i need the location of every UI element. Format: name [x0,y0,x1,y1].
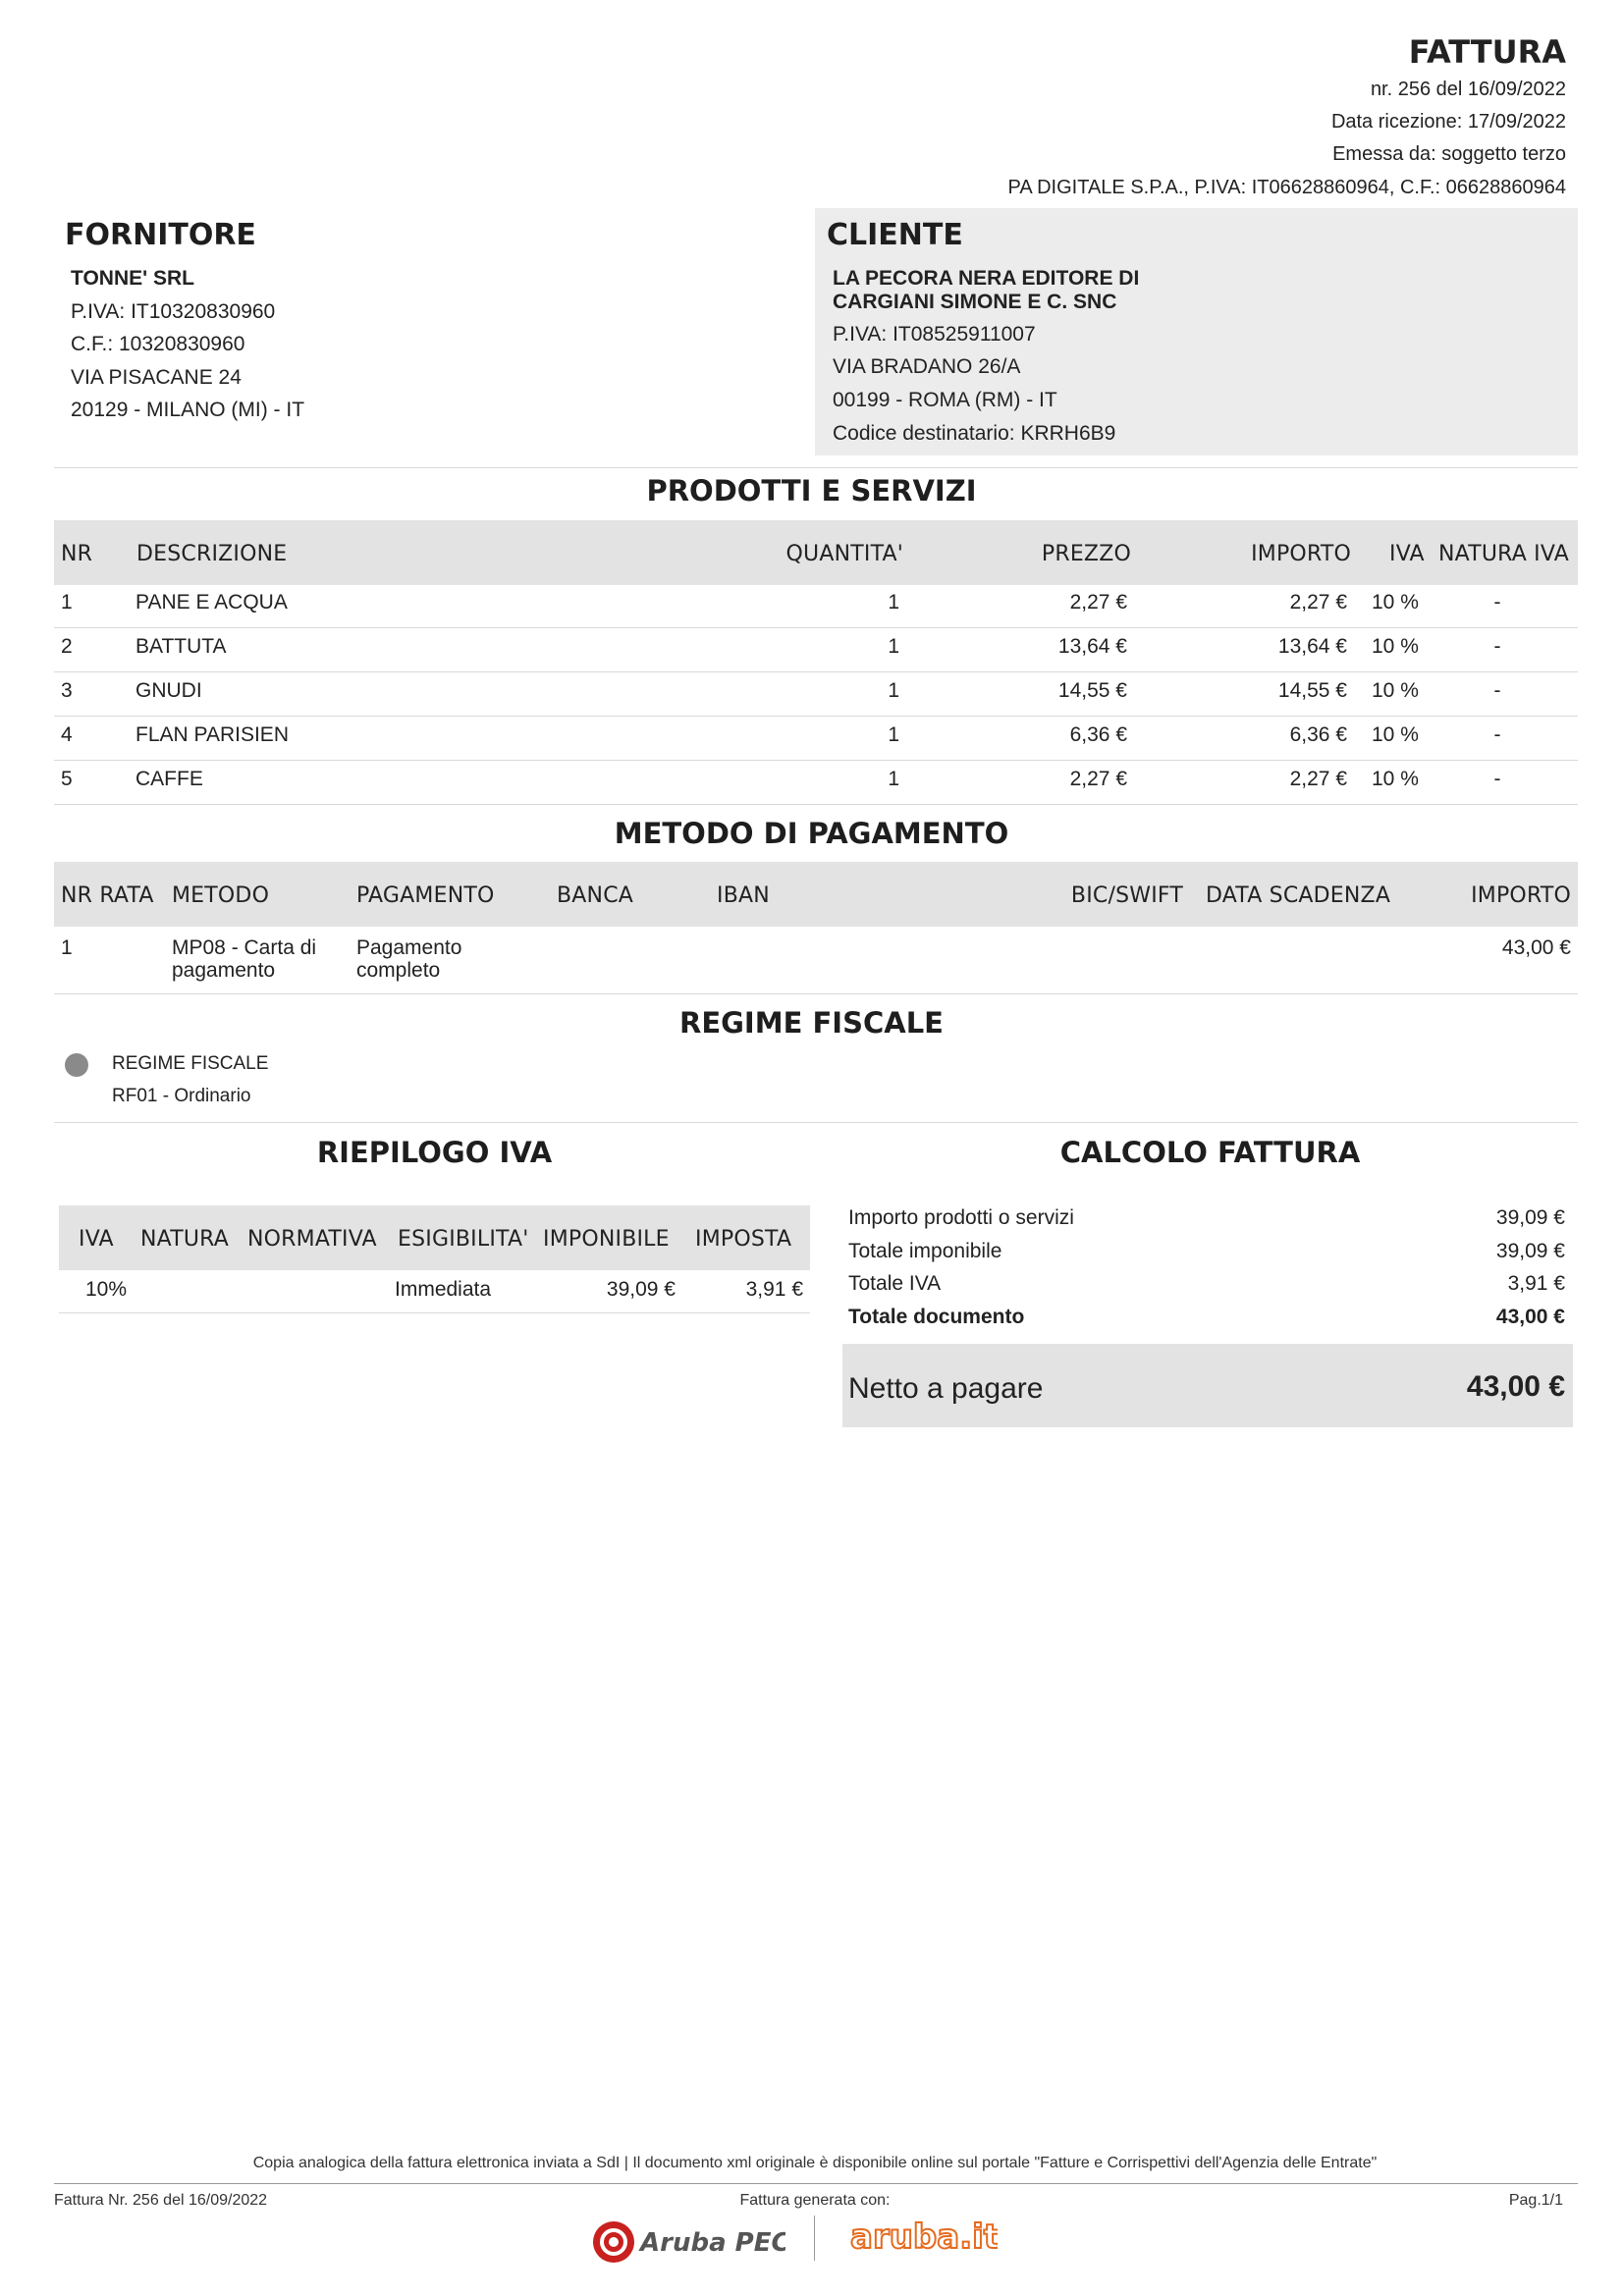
divider [54,1122,1578,1123]
product-prezzo: 2,27 € [1069,591,1127,614]
issued-by: Emessa da: soggetto terzo [1332,143,1566,165]
calc-label: Totale imponibile [848,1239,1002,1262]
document-type: FATTURA [1408,33,1566,71]
product-nr: 1 [61,591,73,614]
product-nr: 5 [61,768,73,790]
col-importo-pagamento: IMPORTO [1471,883,1571,908]
calc-title: CALCOLO FATTURA [1059,1136,1361,1169]
product-nr: 2 [61,635,73,658]
col-vat-esigibilita: ESIGIBILITA' [398,1227,529,1252]
payment-nr-rata: 1 [61,936,73,959]
col-descrizione: DESCRIZIONE [136,542,288,566]
footer-divider [54,2183,1578,2184]
product-natura: - [1493,768,1501,790]
col-pagamento: PAGAMENTO [356,883,495,908]
payment-title: METODO DI PAGAMENTO [614,817,1009,850]
row-divider [54,804,1578,805]
products-title: PRODOTTI E SERVIZI [646,474,977,507]
net-payable-label: Netto a pagare [848,1372,1044,1405]
product-importo: 13,64 € [1277,635,1347,658]
product-descrizione: CAFFE [135,768,203,790]
col-vat-natura: NATURA [140,1227,229,1252]
product-importo: 6,36 € [1289,723,1347,746]
product-natura: - [1493,591,1501,614]
payment-metodo-line2: pagamento [172,959,276,982]
vat-summary-title: RIEPILOGO IVA [316,1136,553,1169]
regime-value: RF01 - Ordinario [112,1086,251,1106]
col-banca: BANCA [557,883,634,908]
product-nr: 3 [61,679,73,702]
product-iva: 10 % [1372,723,1419,746]
product-iva: 10 % [1372,591,1419,614]
supplier-city: 20129 - MILANO (MI) - IT [71,399,305,421]
product-quantita: 1 [888,679,899,702]
product-importo: 14,55 € [1277,679,1347,702]
col-vat-normativa: NORMATIVA [247,1227,377,1252]
product-natura: - [1493,679,1501,702]
col-vat-imposta: IMPOSTA [695,1227,792,1252]
payment-pagamento-line2: completo [356,959,441,982]
regime-label: REGIME FISCALE [112,1053,269,1074]
aruba-pec-logo [589,2217,785,2267]
net-payable-value: 43,00 € [1466,1370,1565,1403]
row-divider [54,627,1578,628]
col-metodo: METODO [172,883,270,908]
payment-pagamento-line1: Pagamento [356,936,462,959]
col-quantita: QUANTITA' [785,542,903,566]
vat-esigibilita: Immediata [395,1278,492,1301]
calc-value: 39,09 € [1495,1239,1565,1262]
col-prezzo: PREZZO [1041,542,1131,566]
aruba-it-logo [850,2213,998,2262]
product-quantita: 1 [888,591,899,614]
client-city: 00199 - ROMA (RM) - IT [833,389,1057,411]
supplier-piva: P.IVA: IT10320830960 [71,300,276,323]
col-iva: IVA [1389,542,1425,566]
vat-iva: 10% [85,1278,128,1301]
regime-title: REGIME FISCALE [678,1006,944,1040]
footer-doc-ref: Fattura Nr. 256 del 16/09/2022 [54,2192,268,2209]
col-vat-iva: IVA [79,1227,114,1252]
col-vat-imponibile: IMPONIBILE [543,1227,670,1252]
footer-page: Pag.1/1 [1508,2192,1563,2209]
col-importo: IMPORTO [1251,542,1351,566]
calc-value: 43,00 € [1495,1305,1565,1328]
product-iva: 10 % [1372,768,1419,790]
col-bic-swift: BIC/SWIFT [1070,883,1183,908]
product-iva: 10 % [1372,679,1419,702]
intermediary: PA DIGITALE S.P.A., P.IVA: IT06628860964, C.F.: 06628860964 [1007,177,1566,198]
product-prezzo: 14,55 € [1057,679,1127,702]
calc-label: Importo prodotti o servizi [848,1206,1074,1229]
footer-disclaimer: Copia analogica della fattura elettronica inviata a SdI | Il documento xml originale è disponibile online sul portale "Fatture e Corrispettivi dell'Agenzia delle Entrate" [252,2155,1378,2171]
product-prezzo: 13,64 € [1057,635,1127,658]
received-date: Data ricezione: 17/09/2022 [1330,111,1566,133]
product-descrizione: GNUDI [135,679,202,702]
col-iban: IBAN [717,883,770,908]
client-name-line1: LA PECORA NERA EDITORE DI [833,267,1140,290]
col-natura-iva: NATURA IVA [1438,542,1569,566]
product-nr: 4 [61,723,73,746]
client-piva: P.IVA: IT08525911007 [833,323,1036,346]
product-descrizione: FLAN PARISIEN [135,723,289,746]
product-prezzo: 6,36 € [1069,723,1127,746]
product-natura: - [1493,723,1501,746]
calc-label: Totale documento [848,1305,1025,1328]
product-iva: 10 % [1372,635,1419,658]
supplier-heading: FORNITORE [65,218,256,252]
bullet-icon [65,1053,88,1077]
svg-text:aruba.it: aruba.it [850,2217,998,2257]
svg-text:Aruba PEC: Aruba PEC [640,2228,785,2258]
row-divider [54,716,1578,717]
product-prezzo: 2,27 € [1069,768,1127,790]
product-quantita: 1 [888,768,899,790]
product-descrizione: PANE E ACQUA [135,591,288,614]
col-nr-rata: NR RATA [61,883,154,908]
product-importo: 2,27 € [1289,591,1347,614]
col-nr: NR [61,542,93,566]
product-descrizione: BATTUTA [135,635,227,658]
col-data-scadenza: DATA SCADENZA [1206,883,1391,908]
product-importo: 2,27 € [1289,768,1347,790]
supplier-name: TONNE' SRL [71,267,194,290]
row-divider [54,671,1578,672]
divider [59,1312,810,1313]
divider [54,467,1578,468]
footer-generated-with: Fattura generata con: [739,2192,891,2209]
client-name-line2: CARGIANI SIMONE E C. SNC [833,291,1117,313]
product-quantita: 1 [888,635,899,658]
client-address: VIA BRADANO 26/A [833,355,1021,378]
product-quantita: 1 [888,723,899,746]
vat-imposta: 3,91 € [745,1278,803,1301]
supplier-cf: C.F.: 10320830960 [71,333,245,355]
calc-value: 3,91 € [1507,1272,1565,1295]
invoice-number-date: nr. 256 del 16/09/2022 [1370,79,1566,100]
row-divider [54,760,1578,761]
divider [54,993,1578,994]
logo-separator [814,2216,815,2261]
payment-importo: 43,00 € [1501,936,1571,959]
client-recipient-code: Codice destinatario: KRRH6B9 [833,422,1116,445]
product-natura: - [1493,635,1501,658]
supplier-address: VIA PISACANE 24 [71,366,242,389]
calc-label: Totale IVA [848,1272,942,1295]
client-heading: CLIENTE [827,218,963,252]
payment-metodo-line1: MP08 - Carta di [172,936,317,959]
vat-imponibile: 39,09 € [606,1278,676,1301]
calc-value: 39,09 € [1495,1206,1565,1229]
